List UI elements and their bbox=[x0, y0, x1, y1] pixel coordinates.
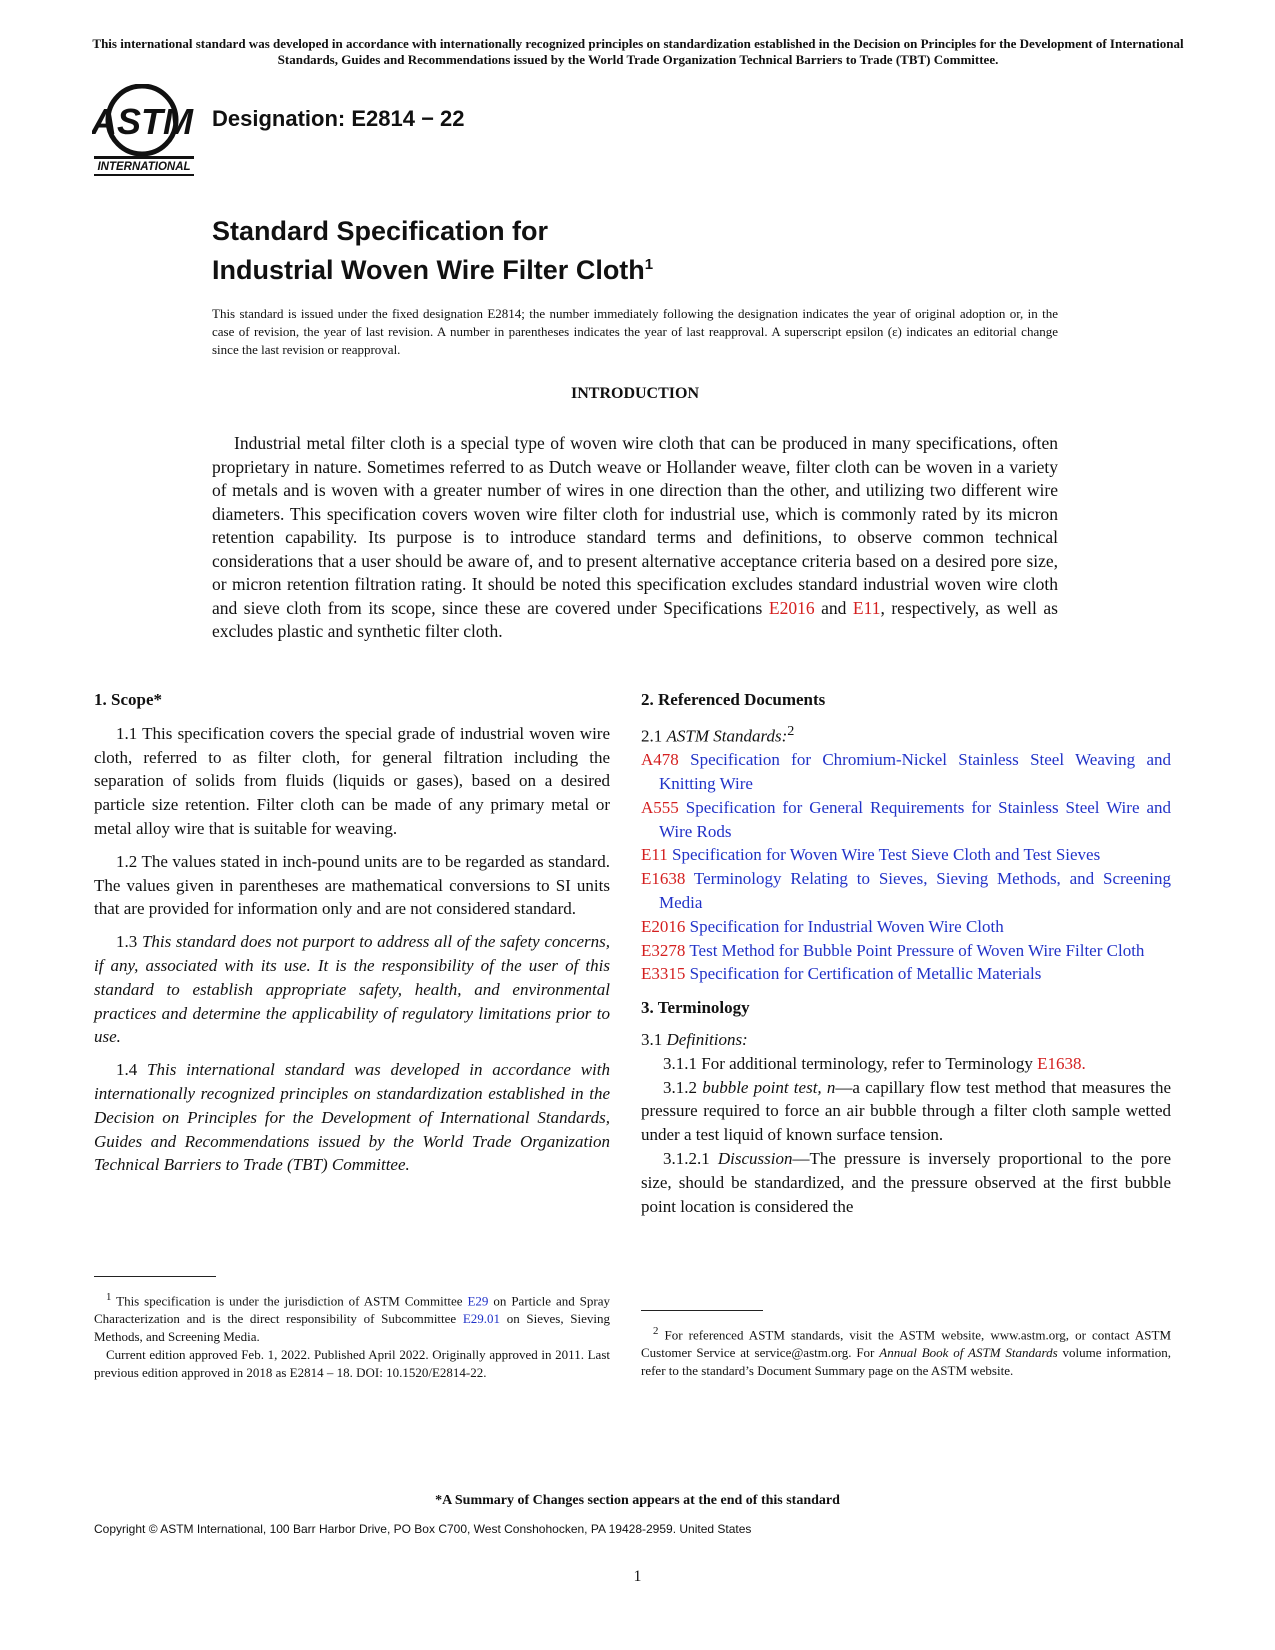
ref-code-link[interactable]: A555 bbox=[641, 797, 679, 817]
astm-standards-label: 2.1 ASTM Standards:$^2$ bbox=[641, 722, 795, 746]
document-title bbox=[212, 214, 653, 287]
definition-discussion: 3.1.2.1 Discussion—The pressure is inversely proportional to the pore size, should be standardized, and the pressure observed at the first bubble point location is considered the bbox=[641, 1149, 1172, 1216]
referenced-document-item bbox=[641, 748, 1171, 796]
footnote-1: $^1$ This specification is under the jurisdiction of ASTM Committee E29 on Particle and Spray Characterization and is the direct responsibility of Subcommittee E29.01 on Sieves, Sieving Methods, and Screening Media. Current edition approved Feb. 1, 2022. Published April 2022. Originally approved in 2011. Last previous edition approved in 2018 as E2814 – 18. DOI: 10.1520/E2814-22. bbox=[94, 1291, 610, 1381]
astm-logo-icon bbox=[92, 84, 196, 180]
link-e2016[interactable]: E2016 bbox=[768, 597, 815, 618]
summary-of-changes-note: *A Summary of Changes section appears at the end of this standard bbox=[435, 1493, 840, 1508]
scope-heading: 1. Scope* bbox=[94, 690, 162, 709]
scope-1-3: 1.3 This standard does not purport to address all of the safety concerns, if any, associated with its use. It is the responsibility of the user of this standard to establish appropriate safety, health, and environmental practices and determine the applicability of regulatory limitations prior to use. bbox=[94, 932, 611, 1047]
header-notice: This international standard was developed in accordance with internationally recognized principles on standardization established in the Decision on Principles for the Development of International Standards, Guides and Recommendations issued by the World Trade Organization Technical Barriers to Trade (TBT) Committee. bbox=[92, 36, 1184, 67]
scope-1-4: 1.4 This international standard was developed in accordance with internationally recognized principles on standardization established in the Decision on Principles for the Development of International Standards, Guides and Recommendations issued by the World Trade Organization Technical Barriers to Trade (TBT) Committee. bbox=[94, 1060, 610, 1175]
page-number: 1 bbox=[633, 1568, 642, 1585]
title-line-2: Industrial Woven Wire Filter Cloth bbox=[212, 255, 645, 285]
link-e29[interactable]: E29 bbox=[467, 1293, 489, 1309]
link-e29-01[interactable]: E29.01 bbox=[462, 1311, 501, 1327]
astm-logo bbox=[92, 84, 196, 180]
introduction-heading: INTRODUCTION bbox=[570, 385, 699, 402]
ref-code-link[interactable]: E11 bbox=[641, 845, 668, 865]
footnote-rule-2 bbox=[641, 1310, 1171, 1311]
standard-note: This standard is issued under the fixed designation E2814; the number immediately following the designation indicates the year of original adoption or, in the case of revision, the year of last revision. A number in parentheses indicates the year of last reapproval. A superscript epsilon (ε) indicates an editorial change since the last revision or reapproval. bbox=[212, 306, 1058, 357]
designation: Designation: E2814 − 22 bbox=[212, 106, 465, 131]
footnote-2: $^2$ For referenced ASTM standards, visit the ASTM website, www.astm.org, or contact ASTM Customer Service at service@astm.org. For Annual Book of ASTM Standards volume information, refer to the standard’s Document Summary page on the ASTM website. bbox=[641, 1325, 1172, 1379]
ref-title-link[interactable]: Test Method for Bubble Point Pressure of Woven Wire Filter Cloth bbox=[689, 940, 1145, 960]
definitions-label: 3.1 Definitions: bbox=[641, 1030, 748, 1050]
ref-title-link[interactable]: Specification for Chromium-Nickel Stainless Steel Weaving and Knitting Wire bbox=[659, 750, 1171, 794]
referenced-document-item bbox=[641, 939, 1171, 963]
terminology-heading: 3. Terminology bbox=[641, 998, 750, 1018]
definition-3-1-1: 3.1.1 For additional terminology, refer to Terminology E1638. bbox=[663, 1053, 1086, 1073]
introduction-text: Industrial metal filter cloth is a special type of woven wire cloth that can be produced in many specifications, often proprietary in nature. Sometimes referred to as Dutch weave or Hollander weave, filter cloth can be woven in a variety of metals and is woven with a greater number of wires in one direction than the other, and utilizing two different wire diameters. This specification covers woven wire filter cloth for industrial use, which is commonly rated by its micron retention capability. Its purpose is to introduce standard terms and definitions, to observe common technical considerations that a user should be aware of, and to present alternative acceptance criteria based on a desired pore size, or micron retention filtration rating. It should be noted this specification excludes standard industrial woven wire cloth and sieve cloth from its scope, since these are covered under Specifications E2016 and E11, respectively, as well as excludes plastic and synthetic filter cloth. bbox=[212, 433, 1058, 641]
ref-title-link[interactable]: Terminology Relating to Sieves, Sieving Methods, and Screening Media bbox=[659, 869, 1171, 913]
referenced-documents-heading: 2. Referenced Documents bbox=[641, 690, 826, 709]
svg-text:INTERNATIONAL: INTERNATIONAL bbox=[97, 161, 191, 173]
ref-code-link[interactable]: E1638 bbox=[641, 869, 686, 889]
copyright: Copyright © ASTM International, 100 Barr Harbor Drive, PO Box C700, West Conshohocken, PA 19428-2959. United States bbox=[94, 1522, 752, 1536]
definition-bubble-point-test: 3.1.2 bubble point test, n—a capillary flow test method that measures the pressure required to force an air bubble through a filter cloth sample wetted under a test liquid of known surface tension. bbox=[641, 1077, 1171, 1145]
ref-title-link[interactable]: Specification for Woven Wire Test Sieve Cloth and Test Sieves bbox=[672, 845, 1101, 865]
title-line-1: Standard Specification for bbox=[212, 216, 549, 246]
referenced-documents-section bbox=[641, 688, 1171, 1218]
referenced-document-item bbox=[641, 915, 1171, 939]
footnote-1-edition: Current edition approved Feb. 1, 2022. Published April 2022. Originally approved in 2011. Last previous edition approved in 2018 as E2814 – 18. DOI: 10.1520/E2814-22. bbox=[94, 1347, 610, 1381]
ref-title-link[interactable]: Specification for Industrial Woven Wire Cloth bbox=[689, 916, 1004, 936]
referenced-document-item bbox=[641, 796, 1171, 844]
ref-code-link[interactable]: E2016 bbox=[641, 916, 686, 936]
ref-code-link[interactable]: E3315 bbox=[641, 964, 686, 984]
footnote-rule-1 bbox=[94, 1276, 610, 1277]
ref-code-link[interactable]: E3278 bbox=[641, 940, 686, 960]
link-e11[interactable]: E11 bbox=[852, 597, 881, 618]
title-footnote-mark: 1 bbox=[644, 256, 654, 273]
referenced-document-item bbox=[641, 867, 1171, 915]
svg-text:ASTM: ASTM bbox=[92, 101, 193, 142]
scope-1-2: 1.2 The values stated in inch-pound units are to be regarded as standard. The values given in parentheses are mathematical conversions to SI units that are provided for information only and are not considered standard. bbox=[94, 851, 610, 919]
referenced-document-item bbox=[641, 843, 1171, 867]
ref-title-link[interactable]: Specification for General Requirements for Stainless Steel Wire and Wire Rods bbox=[659, 797, 1171, 841]
scope-1-1: 1.1 This specification covers the special grade of industrial woven wire cloth, referred to as filter cloth, for general filtration including the separation of solids from fluids (liquids or gases), based on a desired particle size retention. Filter cloth can be made of any primary metal or metal alloy wire that is suitable for weaving. bbox=[94, 723, 610, 838]
ref-code-link[interactable]: A478 bbox=[641, 750, 679, 770]
referenced-documents-list bbox=[641, 748, 1171, 986]
ref-title-link[interactable]: Specification for Certification of Metallic Materials bbox=[689, 964, 1042, 984]
link-e1638[interactable]: E1638. bbox=[1037, 1053, 1086, 1073]
scope-section bbox=[94, 688, 610, 1186]
referenced-document-item bbox=[641, 962, 1171, 986]
